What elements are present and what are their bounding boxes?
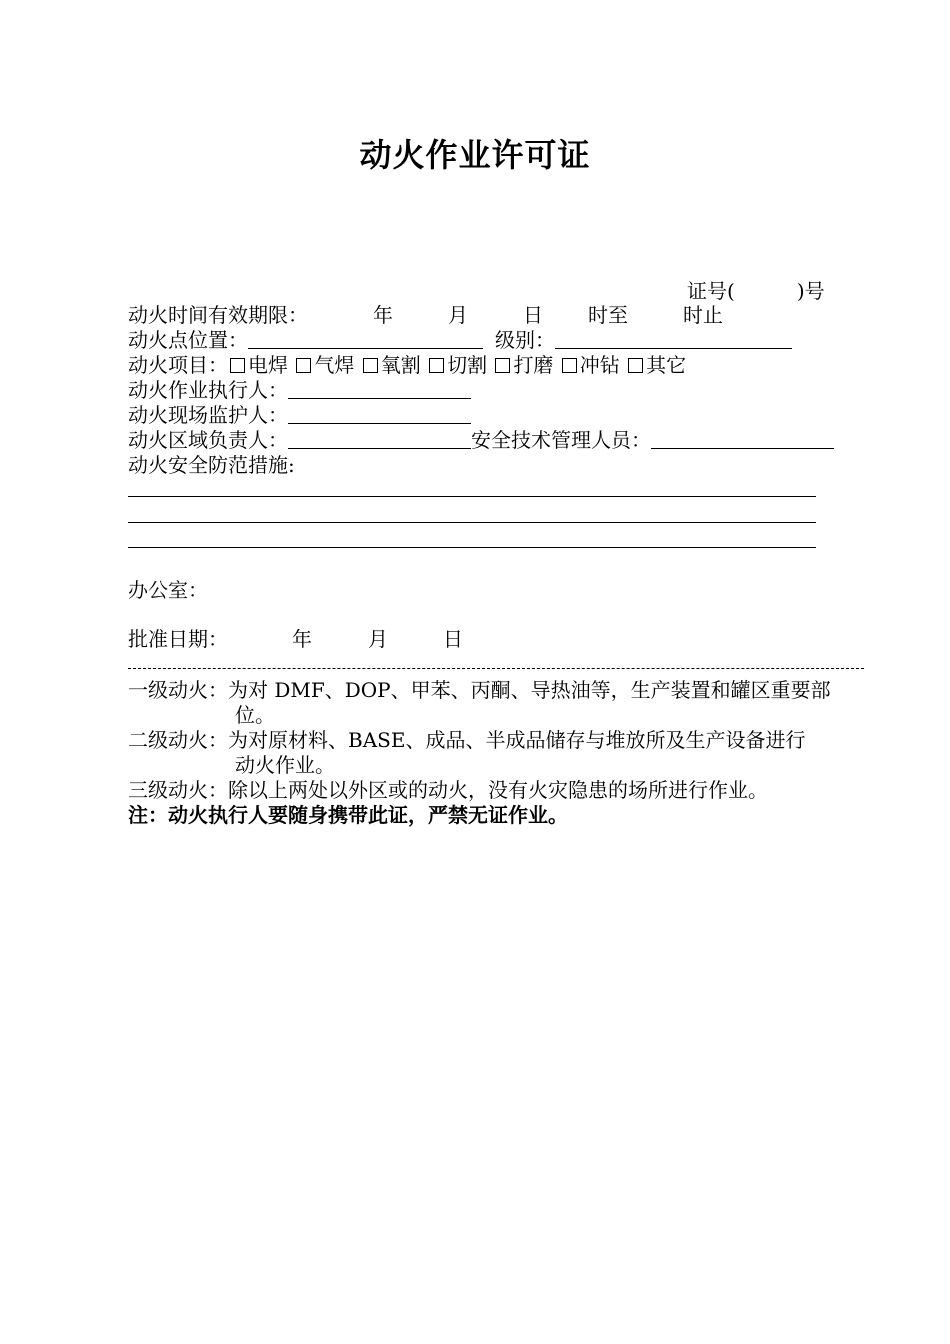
checkbox-icon[interactable] (296, 358, 311, 373)
note-level-2-cont: 动火作业。 (235, 753, 335, 777)
approval-month: 月 (368, 627, 388, 651)
level-label: 级别： (495, 328, 555, 352)
area-manager-row (128, 428, 834, 453)
area-manager-label: 动火区域负责人： (128, 428, 288, 452)
approval-date-row (128, 627, 463, 652)
valid-period-label: 动火时间有效期限： (128, 303, 308, 327)
item-option[interactable]: 其它 (626, 353, 686, 377)
valid-period-row (128, 303, 723, 328)
level-field[interactable] (555, 330, 792, 349)
page-title: 动火作业许可证 (359, 136, 591, 174)
item-option[interactable]: 冲钻 (560, 353, 620, 377)
office-label: 办公室： (128, 578, 208, 602)
note-level-2-text: 为对原材料、BASE、成品、半成品储存与堆放所及生产设备进行 (228, 728, 806, 752)
approval-day: 日 (443, 627, 463, 651)
valid-period-year: 年 (373, 303, 393, 327)
permit-number-prefix: 证号( (687, 279, 735, 303)
checkbox-icon[interactable] (429, 358, 444, 373)
location-field[interactable] (248, 330, 483, 349)
executor-label: 动火作业执行人： (128, 378, 288, 402)
area-manager-field[interactable] (288, 430, 471, 449)
items-row (128, 353, 686, 378)
valid-period-hour-to: 时止 (683, 303, 723, 327)
measures-line-2[interactable] (128, 522, 816, 523)
permit-number (687, 279, 825, 304)
warning-note: 注：动火执行人要随身携带此证，严禁无证作业。 (128, 803, 568, 827)
valid-period-month: 月 (448, 303, 468, 327)
note-level-1-text: 为对 DMF、DOP、甲苯、丙酮、导热油等，生产装置和罐区重要部 (228, 678, 831, 702)
supervisor-field[interactable] (288, 405, 471, 424)
item-option[interactable]: 切割 (427, 353, 487, 377)
measures-line-3[interactable] (128, 547, 816, 548)
measures-line-1[interactable] (128, 496, 816, 497)
note-level-2 (128, 728, 805, 753)
checkbox-icon[interactable] (495, 358, 510, 373)
executor-row (128, 378, 471, 403)
note-level-3: 三级动火：除以上两处以外区或的动火，没有火灾隐患的场所进行作业。 (128, 778, 768, 802)
location-row (128, 328, 792, 353)
checkbox-icon[interactable] (230, 358, 245, 373)
approval-year: 年 (292, 627, 312, 651)
safety-manager-field[interactable] (651, 430, 834, 449)
item-option[interactable]: 电焊 (228, 353, 288, 377)
items-label: 动火项目： (128, 353, 228, 377)
item-option[interactable]: 打磨 (493, 353, 553, 377)
approval-date-label: 批准日期： (128, 627, 228, 651)
permit-number-suffix: )号 (796, 279, 825, 303)
safety-manager-label: 安全技术管理人员： (471, 428, 651, 452)
note-level-2-label: 二级动火： (128, 728, 228, 752)
supervisor-row (128, 403, 471, 428)
supervisor-label: 动火现场监护人： (128, 403, 288, 427)
checkbox-icon[interactable] (628, 358, 643, 373)
note-level-1-cont: 位。 (235, 703, 275, 727)
item-option[interactable]: 气焊 (294, 353, 354, 377)
note-level-1-label: 一级动火： (128, 678, 228, 702)
location-label: 动火点位置： (128, 328, 248, 352)
measures-label: 动火安全防范措施: (128, 453, 295, 477)
valid-period-hour-from: 时至 (588, 303, 628, 327)
checkbox-icon[interactable] (363, 358, 378, 373)
executor-field[interactable] (288, 380, 471, 399)
note-level-1 (128, 678, 831, 703)
checkbox-icon[interactable] (562, 358, 577, 373)
dashed-divider (128, 668, 864, 669)
item-option[interactable]: 氧割 (361, 353, 421, 377)
valid-period-day: 日 (523, 303, 543, 327)
